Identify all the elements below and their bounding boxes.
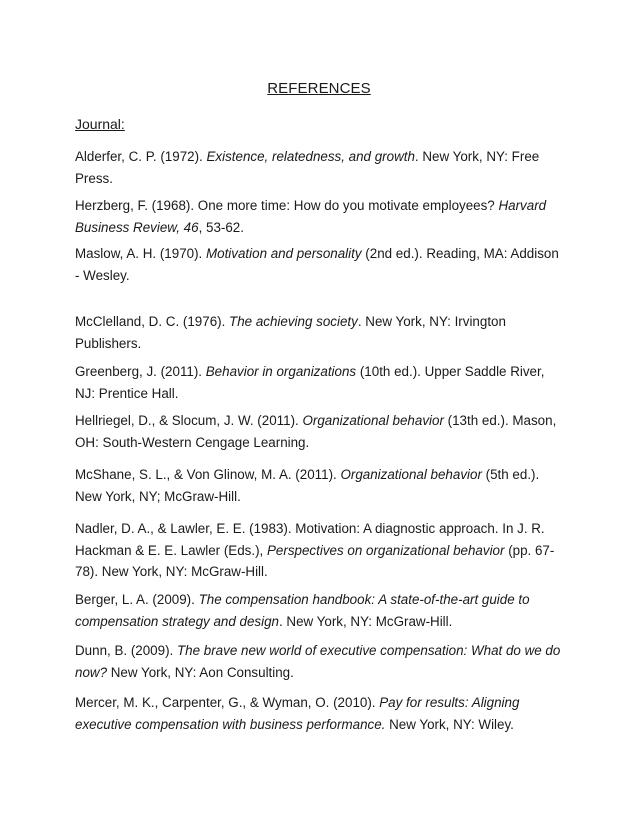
- reference-entry: McClelland, D. C. (1976). The achieving society. New York, NY: Irvington Publishers.: [75, 314, 506, 351]
- reference-entry: Greenberg, J. (2011). Behavior in organizations (10th ed.). Upper Saddle River, NJ: Prentice Hall.: [75, 364, 545, 401]
- reference-entry: Herzberg, F. (1968). One more time: How do you motivate employees? Harvard Business Review, 46, 53-62.: [75, 198, 547, 235]
- reference-entry: Hellriegel, D., & Slocum, J. W. (2011). Organizational behavior (13th ed.). Mason, OH: South-Western Cengage Learning.: [75, 413, 557, 450]
- page-title: REFERENCES: [267, 80, 371, 97]
- reference-entry: Maslow, A. H. (1970). Motivation and personality (2nd ed.). Reading, MA: Addison - Wesley.: [75, 246, 559, 283]
- reference-entry: Berger, L. A. (2009). The compensation handbook: A state-of-the-art guide to compensation strategy and design. New York, NY: McGraw-Hill.: [75, 592, 530, 629]
- reference-entry: Dunn, B. (2009). The brave new world of executive compensation: What do we do now? New York, NY: Aon Consulting.: [75, 643, 561, 680]
- reference-entry: Nadler, D. A., & Lawler, E. E. (1983). Motivation: A diagnostic approach. In J. R. Hackman & E. E. Lawler (Eds.), Perspectives on organizational behavior (pp. 67-78). New York, NY: McGraw-Hill.: [75, 521, 555, 579]
- reference-entry: Mercer, M. K., Carpenter, G., & Wyman, O. (2010). Pay for results: Aligning executive compensation with business performance. New York, NY: Wiley.: [75, 695, 520, 732]
- section-heading: Journal:: [75, 116, 125, 132]
- reference-entry: Alderfer, C. P. (1972). Existence, relatedness, and growth. New York, NY: Free Press.: [75, 149, 540, 186]
- reference-entry: McShane, S. L., & Von Glinow, M. A. (2011). Organizational behavior (5th ed.). New York, NY; McGraw-Hill.: [75, 467, 540, 504]
